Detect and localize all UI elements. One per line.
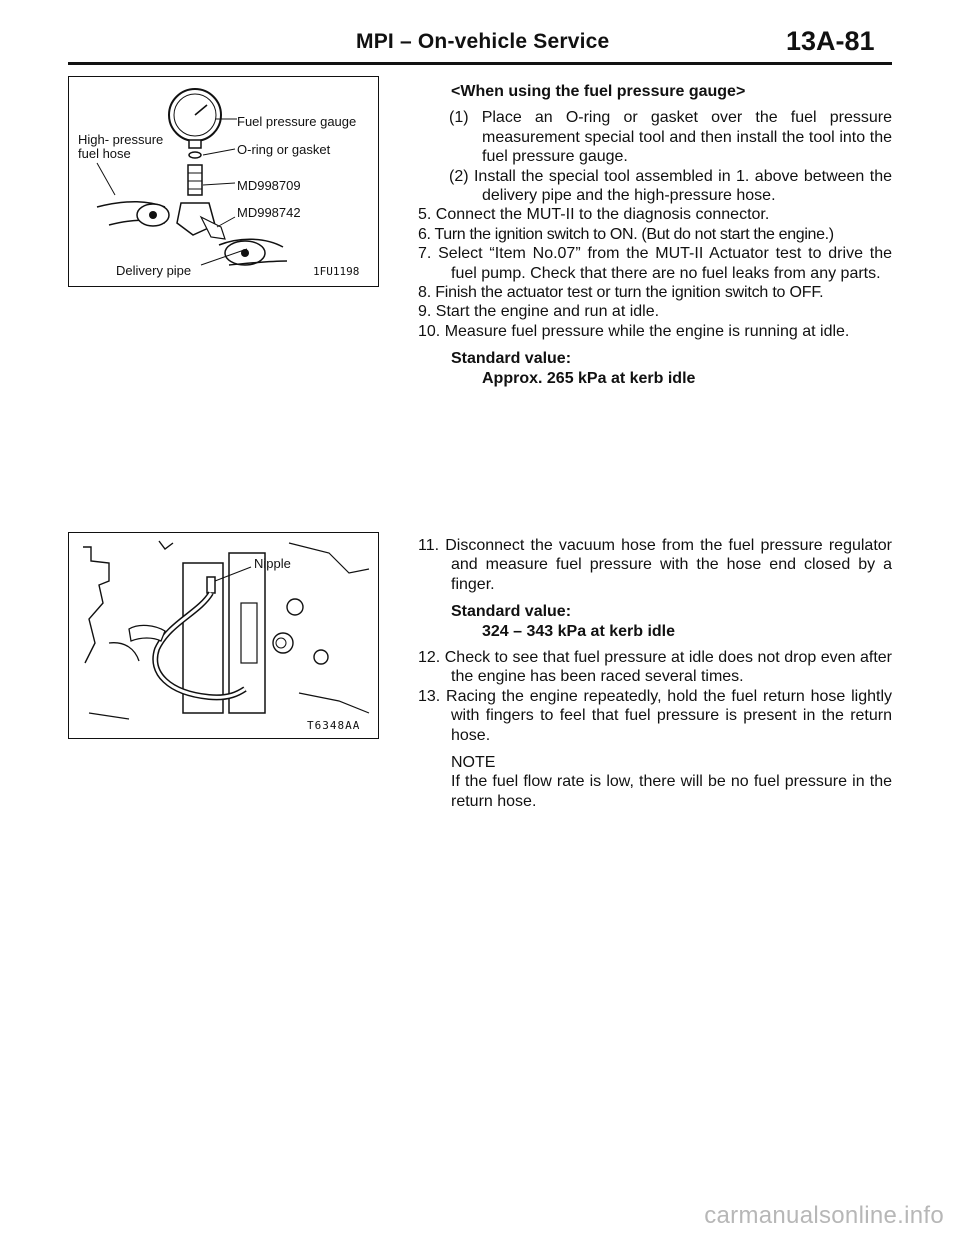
figure-code-1: 1FU1198 bbox=[313, 265, 360, 278]
standard-value-2: 324 – 343 kPa at kerb idle bbox=[482, 622, 676, 640]
label-md998742: MD998742 bbox=[237, 205, 301, 220]
step-13: 13. Racing the engine repeatedly, hold the fuel return hose lightly with fingers to feel that fuel pressure is present in the return hose. bbox=[418, 687, 892, 744]
header-rule bbox=[68, 62, 892, 65]
section-fuel-gauge-procedure bbox=[418, 82, 892, 388]
step-11: 11. Disconnect the vacuum hose from the fuel pressure regulator and measure fuel pressure with the hose end closed by a finger. bbox=[418, 537, 892, 593]
substep-2: (2) Install the special tool assembled in 1. above between the delivery pipe and the high-pressure hose. bbox=[449, 167, 892, 205]
figure-nipple bbox=[68, 532, 379, 739]
watermark: carmanualsonline.info bbox=[704, 1202, 944, 1229]
step-7: 7. Select “Item No.07” from the MUT-II Actuator test to drive the fuel pump. Check that there are no fuel leaks from any parts. bbox=[418, 245, 892, 282]
note-body: If the fuel flow rate is low, there will be no fuel pressure in the return hose. bbox=[451, 773, 892, 810]
step-8: 8. Finish the actuator test or turn the ignition switch to OFF. bbox=[418, 284, 824, 302]
standard-value-label-2: Standard value: bbox=[451, 603, 572, 621]
page-header bbox=[0, 0, 960, 70]
section-regulator-procedure bbox=[418, 536, 892, 811]
step-9: 9. Start the engine and run at idle. bbox=[418, 303, 660, 321]
step-10: 10. Measure fuel pressure while the engine is running at idle. bbox=[418, 322, 850, 340]
label-fuel-pressure-gauge: Fuel pressure gauge bbox=[237, 114, 357, 129]
figure-fuel-pressure-gauge bbox=[68, 76, 379, 287]
label-high-pressure-hose: High- pressure bbox=[78, 132, 164, 147]
note-heading: NOTE bbox=[451, 754, 496, 772]
substep-1: (1) Place an O-ring or gasket over the fuel pressure measurement special tool and then install the tool into the fuel pressure gauge. bbox=[449, 109, 892, 166]
label-oring: O-ring or gasket bbox=[237, 142, 331, 157]
label-high-pressure-hose-2: fuel hose bbox=[78, 146, 131, 161]
page-title: MPI – On-vehicle Service bbox=[356, 30, 610, 53]
step-6: 6. Turn the ignition switch to ON. (But do not start the engine.) bbox=[418, 225, 834, 243]
section-heading: <When using the fuel pressure gauge> bbox=[451, 83, 746, 100]
page-code: 13A-81 bbox=[786, 26, 875, 56]
regulator-illustration bbox=[69, 533, 378, 738]
standard-value-1: Approx. 265 kPa at kerb idle bbox=[482, 369, 696, 387]
label-md998709: MD998709 bbox=[237, 178, 301, 193]
step-5: 5. Connect the MUT-II to the diagnosis connector. bbox=[418, 206, 770, 224]
figure-code-2: T6348AA bbox=[307, 719, 361, 732]
standard-value-label-1: Standard value: bbox=[451, 350, 572, 368]
step-12: 12. Check to see that fuel pressure at idle does not drop even after the engine has been raced several times. bbox=[418, 649, 892, 686]
gauge-illustration bbox=[69, 77, 378, 286]
label-delivery-pipe: Delivery pipe bbox=[116, 263, 192, 278]
label-nipple: Nipple bbox=[254, 556, 291, 571]
